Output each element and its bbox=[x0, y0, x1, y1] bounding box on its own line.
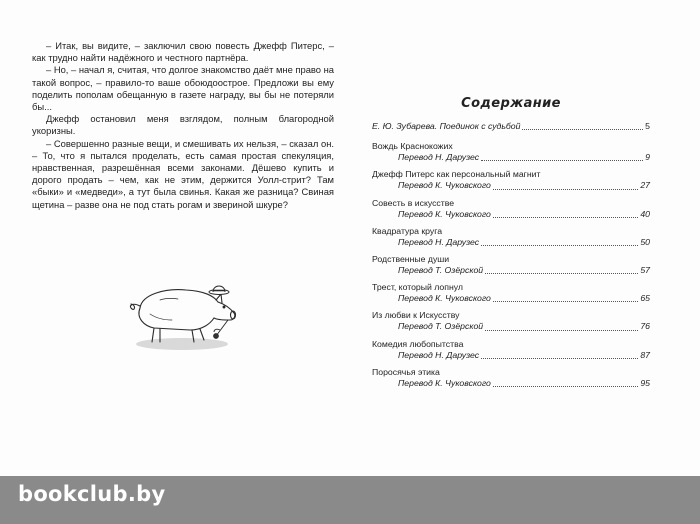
dot-leader bbox=[493, 385, 638, 387]
dot-leader bbox=[481, 159, 643, 161]
toc-entry-title: Квадратура круга bbox=[372, 225, 443, 236]
toc-entry-translator: Перевод К. Чуковского bbox=[398, 180, 491, 191]
left-page-text bbox=[32, 40, 334, 211]
toc-entry-translator: Перевод К. Чуковского bbox=[398, 293, 491, 304]
toc-entry[interactable] bbox=[372, 254, 650, 276]
toc-entry[interactable] bbox=[372, 282, 650, 304]
toc-entry-title: Из любви к Искусству bbox=[372, 310, 460, 321]
toc-page-number: 57 bbox=[640, 265, 650, 276]
toc-entry-title: Джефф Питерс как персональный магнит bbox=[372, 169, 541, 180]
toc-entry[interactable] bbox=[372, 169, 650, 191]
dot-leader bbox=[493, 216, 638, 218]
toc-entry-title: Родственные души bbox=[372, 253, 450, 264]
toc-page-number: 87 bbox=[640, 349, 650, 360]
toc-entry-title: Трест, который лопнул bbox=[372, 282, 463, 293]
toc-page-number: 76 bbox=[640, 321, 650, 332]
toc-entry-translator: Перевод Т. Озёрской bbox=[398, 265, 484, 276]
toc-entry-translator: Перевод К. Чуковского bbox=[398, 377, 491, 388]
dot-leader bbox=[485, 329, 638, 331]
toc-entry-translator: Перевод Н. Дарузес bbox=[398, 349, 480, 360]
toc-entry-translator: Перевод Т. Озёрской bbox=[398, 321, 484, 332]
paragraph: – Но, – начал я, считая, что долгое знакомство даёт мне право на такой вопрос, – правило-то ваше обоюдоострое. Предложи вы ему поделить пополам обещанную в газете награду, вы бы не потеряли бы... bbox=[32, 64, 335, 113]
toc-entry[interactable] bbox=[372, 310, 650, 332]
toc-entry[interactable] bbox=[372, 367, 650, 389]
toc-title: Содержание bbox=[461, 96, 561, 111]
pig-with-hat-illustration bbox=[120, 278, 250, 353]
toc-page-number: 50 bbox=[640, 236, 650, 247]
toc-page-number: 40 bbox=[640, 208, 650, 219]
toc-entry[interactable] bbox=[372, 198, 650, 220]
toc-entry-title: Вождь Краснокожих bbox=[372, 141, 453, 152]
dot-leader bbox=[493, 300, 638, 302]
toc-entry-title: Совесть в искусстве bbox=[372, 197, 455, 208]
toc-page-number: 95 bbox=[640, 377, 650, 388]
toc-page-number: 27 bbox=[640, 180, 650, 191]
toc-entry-title: Комедия любопытства bbox=[372, 338, 464, 349]
paragraph: – Итак, вы видите, – заключил свою повесть Джефф Питерс, – как трудно найти надёжного и честного партнёра. bbox=[32, 40, 334, 64]
site-watermark: bookclub.by bbox=[18, 482, 166, 506]
toc-entry[interactable] bbox=[372, 121, 650, 132]
toc-page-number: 5 bbox=[645, 121, 650, 132]
toc-entry-translator: Перевод Н. Дарузес bbox=[398, 152, 480, 163]
toc-entry[interactable] bbox=[372, 226, 650, 248]
paragraph: – Совершенно разные вещи, и смешивать их нельзя, – сказал он. – То, что я пытался проделать, есть самая простая спекуляция, нравственная, разрешённая всеми законами. Дёшево купить и дорого продать – чем, как не этим, держится Уолл-стрит? Там «быки» и «медведи», а тут была свинья. Какая же разница? Свиная щетина – разве она не под стать рогам и звериной шкуре? bbox=[32, 137, 334, 210]
toc-page-number: 9 bbox=[645, 152, 650, 163]
toc-entry-translator: Перевод К. Чуковского bbox=[398, 208, 491, 219]
paragraph: Джефф остановил меня взглядом, полным благородной укоризны. bbox=[32, 113, 334, 137]
toc-entry-translator: Перевод Н. Дарузес bbox=[398, 236, 480, 247]
toc-entry[interactable] bbox=[372, 141, 650, 163]
dot-leader bbox=[481, 244, 638, 246]
toc-entry-title: Поросячья этика bbox=[372, 366, 440, 377]
table-of-contents bbox=[372, 98, 650, 389]
dot-leader bbox=[485, 272, 638, 274]
dot-leader bbox=[481, 357, 638, 359]
dot-leader bbox=[522, 128, 643, 130]
toc-entry-title: Е. Ю. Зубарева. Поединок с судьбой bbox=[372, 121, 521, 132]
toc-page-number: 65 bbox=[640, 293, 650, 304]
toc-entry[interactable] bbox=[372, 339, 650, 361]
dot-leader bbox=[493, 188, 638, 190]
